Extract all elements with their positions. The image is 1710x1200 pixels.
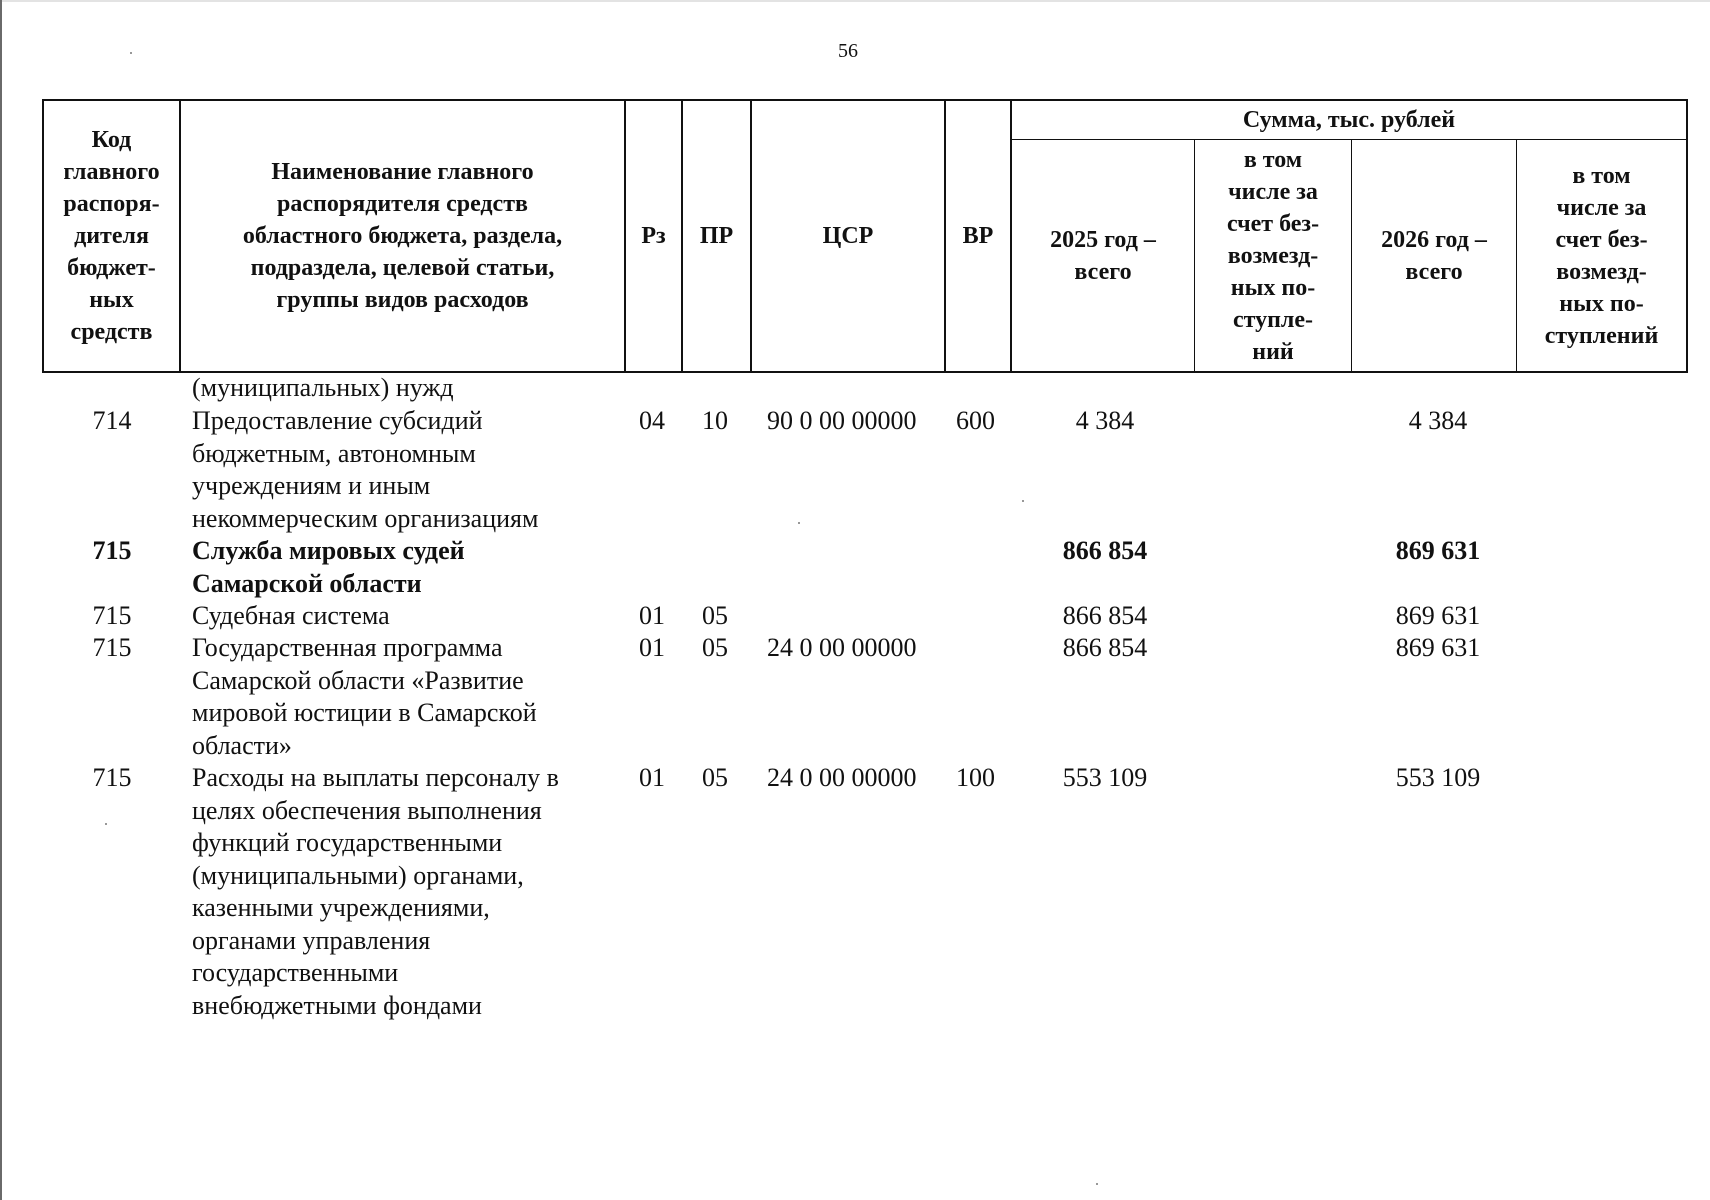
row-vr: 100 — [956, 763, 995, 792]
col-header-sum-title: Сумма, тыс. рублей — [1242, 107, 1456, 133]
col-header-2025-free: в том числе за счет без- возмезд- ных по- ступле- ний — [1226, 146, 1320, 365]
header-border-right — [1686, 99, 1688, 373]
row-name: Предоставление субсидий бюджетным, автономным учреждениям и иным некоммерческим организациям — [192, 406, 539, 533]
col-header-csr: ЦСР — [822, 223, 874, 249]
row-csr: 90 0 00 00000 — [767, 406, 917, 435]
scan-edge-top — [0, 0, 1710, 2]
row-code: 715 — [92, 601, 132, 630]
scan-speck — [105, 823, 107, 825]
row-name: Расходы на выплаты персоналу в целях обеспечения выполнения функций государственными (муниципальными) органами, казенными учреждениями, органами управления государственными внебюджетными фондами — [192, 763, 559, 1020]
row-sum-2026: 4 384 — [1408, 406, 1468, 435]
row-sum-2025: 866 854 — [1062, 601, 1148, 630]
row-pr: 10 — [702, 406, 728, 435]
scan-speck — [798, 522, 800, 524]
col-header-2026-total: 2026 год – всего — [1381, 226, 1487, 285]
row-name: Судебная система — [192, 601, 390, 630]
col-header-2026-free: в том числе за счет без- возмезд- ных по- ступлений — [1544, 162, 1659, 349]
row-code: 715 — [92, 763, 132, 792]
col-header-rz: Рз — [641, 223, 666, 249]
row-name: Государственная программа Самарской области «Развитие мировой юстиции в Самарской области» — [192, 633, 537, 760]
row-rz: 01 — [639, 763, 665, 792]
row-code: 715 — [92, 633, 132, 662]
row-code: 715 — [92, 536, 132, 565]
row-sum-2025: 553 109 — [1062, 763, 1148, 792]
row-sum-2025: 866 854 — [1062, 536, 1148, 565]
page-number: 56 — [838, 40, 858, 62]
row-sum-2026: 869 631 — [1395, 633, 1481, 662]
row-sum-2025: 866 854 — [1062, 633, 1148, 662]
row-rz: 01 — [639, 601, 665, 630]
row-pr: 05 — [702, 633, 728, 662]
row-sum-2026: 553 109 — [1395, 763, 1481, 792]
row-sum-2026: 869 631 — [1395, 601, 1481, 630]
scan-speck — [1096, 1183, 1098, 1185]
col-header-pr: ПР — [699, 223, 734, 249]
col-header-code: Код главного распоря- дителя бюджет- ных средств — [63, 127, 160, 345]
col-header-name: Наименование главного распорядителя средств областного бюджета, раздела, подраздела, целевой статьи, группы видов расходов — [242, 159, 563, 313]
row-rz: 01 — [639, 633, 665, 662]
row-sum-2026: 869 631 — [1395, 536, 1481, 565]
row-sum-2025: 4 384 — [1075, 406, 1135, 435]
col-header-vr: ВР — [962, 223, 994, 249]
row-pr: 05 — [702, 763, 728, 792]
col-header-2025-total: 2025 год – всего — [1050, 226, 1156, 285]
row-csr: 24 0 00 00000 — [767, 763, 917, 792]
row-name: (муниципальных) нужд — [192, 373, 454, 402]
scan-speck — [130, 52, 132, 54]
table-header — [42, 99, 1688, 373]
scan-edge-left — [0, 0, 2, 1200]
row-csr: 24 0 00 00000 — [767, 633, 917, 662]
scan-speck — [1022, 500, 1024, 502]
row-pr: 05 — [702, 601, 728, 630]
row-code: 714 — [92, 406, 132, 435]
row-vr: 600 — [956, 406, 995, 435]
row-name: Служба мировых судей Самарской области — [192, 536, 465, 598]
row-rz: 04 — [639, 406, 665, 435]
